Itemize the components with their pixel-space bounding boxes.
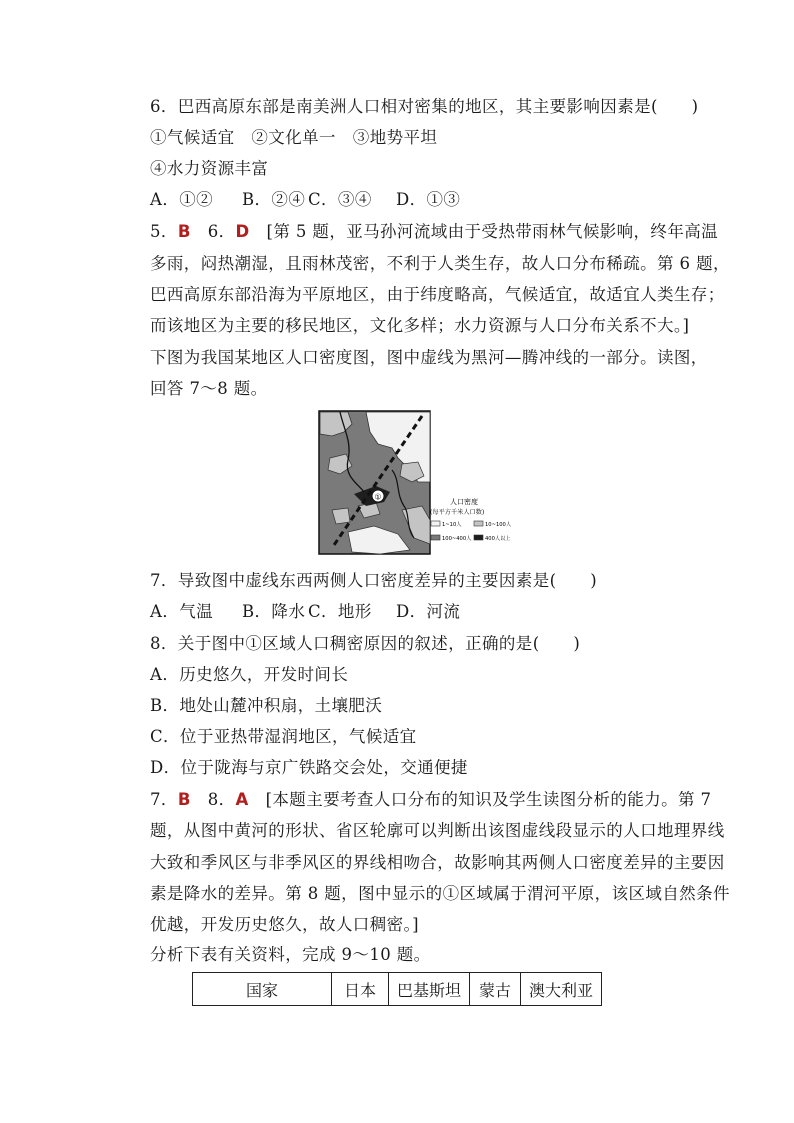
table-header-cell: 蒙古: [470, 973, 521, 1006]
answer-6-prefix: 6．: [190, 222, 236, 241]
q6-option-b: B．②④: [242, 190, 306, 209]
answer-7-8-line5: 优越，开发历史悠久，故人口稠密。]: [150, 915, 419, 934]
legend-label-3: 100~400人: [442, 536, 472, 542]
answer-5-6-line2: 多雨，闷热潮湿，且雨林茂密，不利于人类生存，故人口分布稀疏。第 6 题，: [150, 254, 730, 273]
answer-7-8-line3: 大致和季风区与非季风区的界线相吻合，故影响其两侧人口密度差异的主要因: [150, 853, 725, 872]
answer-5-6-line3: 巴西高原东部沿海为平原地区，由于纬度略高，气候适宜，故适宜人类生存；: [150, 285, 725, 304]
q8-option-d: D．位于陇海与京广铁路交会处，交通便捷: [150, 758, 468, 777]
q7-option-d: D．河流: [396, 602, 461, 621]
q7-option-a: A．气温: [150, 602, 214, 621]
legend-label-2: 10~100人: [485, 522, 512, 528]
q6-items-line1: ①气候适宜 ②文化单一 ③地势平坦: [150, 128, 438, 147]
q8-option-a: A．历史悠久，开发时间长: [150, 665, 349, 684]
q8-option-c: C．位于亚热带湿润地区，气候适宜: [150, 727, 417, 746]
table-header-cell: 国家: [193, 973, 332, 1006]
table-header-cell: 巴基斯坦: [389, 973, 470, 1006]
answer-6-letter: D: [235, 222, 250, 241]
q6-items-line2: ④水力资源丰富: [150, 159, 269, 178]
q7-option-c: C．地形: [308, 602, 372, 621]
q8-option-b: B．地处山麓冲积扇，土壤肥沃: [150, 696, 383, 715]
answer-7-8-line4: 素是降水的差异。第 8 题，图中显示的①区域属于渭河平原，该区域自然条件: [150, 884, 730, 903]
region-marker-label: ①: [374, 492, 382, 502]
table-header-cell: 澳大利亚: [521, 973, 602, 1006]
intro-9-10: 分析下表有关资料，完成 9～10 题。: [150, 945, 431, 964]
q6-option-a: A．①②: [150, 190, 214, 209]
q6-option-d: D．①③: [396, 190, 461, 209]
q6-stem: 6．巴西高原东部是南美洲人口相对密集的地区，其主要影响因素是( ): [150, 97, 699, 116]
answer-7-prefix: 7．: [150, 790, 178, 809]
q7-option-b: B．降水: [242, 602, 306, 621]
answer-5-letter: B: [177, 222, 191, 241]
table-header-cell: 日本: [332, 973, 389, 1006]
legend-swatch-3: [431, 535, 440, 540]
q7-stem: 7．导致图中虚线东西两侧人口密度差异的主要因素是( ): [150, 571, 598, 590]
answer-5-6-text1: [第 5 题，亚马孙河流域由于受热带雨林气候影响，终年高温: [249, 222, 719, 241]
intro-7-8-line1: 下图为我国某地区人口密度图，图中虚线为黑河—腾冲线的一部分。读图，: [150, 348, 708, 367]
population-density-map: [318, 410, 518, 558]
answer-7-8-line2: 题，从图中黄河的形状、省区轮廓可以判断出该图虚线段显示的人口地理界线: [150, 821, 725, 840]
answer-5-6-line4: 而该地区为主要的移民地区，文化多样；水力资源与人口分布关系不大。]: [150, 316, 690, 335]
answer-5-prefix: 5．: [150, 222, 178, 241]
answer-8-prefix: 8．: [190, 790, 236, 809]
table-header-row: [193, 973, 602, 1006]
answer-7-letter: B: [177, 790, 191, 809]
legend-label-4: 400人以上: [485, 536, 511, 542]
legend-swatch-1: [431, 521, 440, 526]
answer-5-6-line1: [150, 222, 718, 242]
q8-stem: 8．关于图中①区域人口稠密原因的叙述，正确的是( ): [150, 634, 581, 653]
intro-7-8-line2: 回答 7～8 题。: [150, 379, 268, 398]
country-table: [192, 972, 602, 1006]
legend-label-1: 1~10人: [442, 522, 462, 528]
legend-swatch-4: [474, 535, 483, 540]
legend-title: 人口密度: [450, 498, 478, 506]
q7-options: [150, 602, 460, 622]
answer-7-8-line1: [150, 790, 711, 810]
q6-option-c: C．③④: [308, 190, 372, 209]
legend-swatch-2: [474, 521, 483, 526]
legend-subtitle: (每平方千米人口数): [430, 509, 485, 516]
answer-7-8-text1: [本题主要考查人口分布的知识及学生读图分析的能力。第 7: [248, 790, 712, 809]
answer-8-letter: A: [235, 790, 249, 809]
q6-options: [150, 190, 460, 210]
